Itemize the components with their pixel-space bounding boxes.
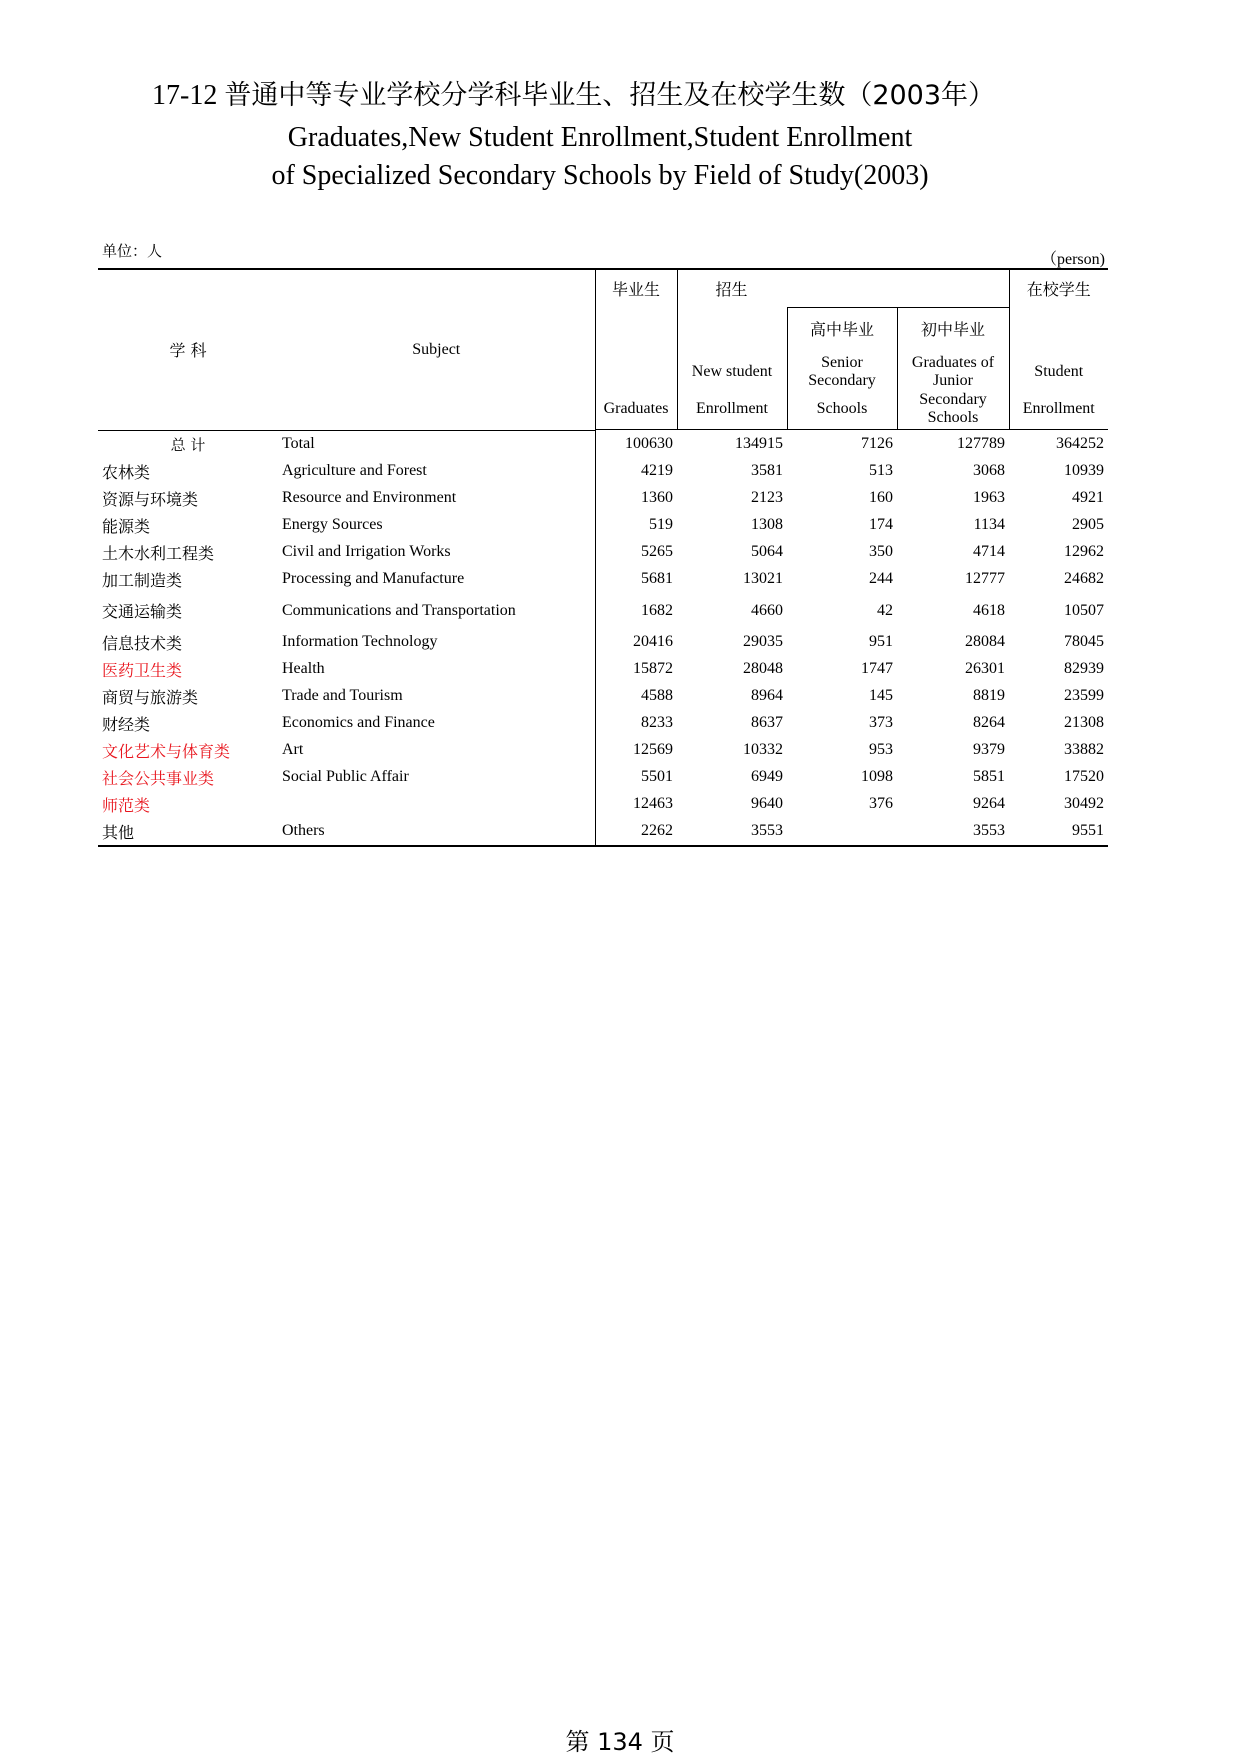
table-row: [98, 629, 1108, 656]
table-row: [98, 737, 1108, 764]
header-graduates-en: Graduates: [595, 390, 677, 430]
row-student-enrollment: 30492: [1064, 795, 1104, 812]
row-new-enrollment: 8964: [751, 687, 783, 704]
title-year: （2003年）: [845, 80, 996, 111]
row-junior: 4714: [973, 543, 1005, 560]
row-subject-cn: 农林类: [102, 462, 151, 482]
row-subject-cn: 信息技术类: [102, 633, 183, 653]
row-student-enrollment: 78045: [1064, 633, 1104, 650]
row-new-enrollment: 5064: [751, 543, 783, 560]
row-graduates: 20416: [595, 629, 677, 656]
row-subject-cn: 商贸与旅游类: [102, 687, 199, 707]
header-junior-cn: 初中毕业: [920, 319, 985, 339]
table-number: 17-12: [152, 80, 218, 111]
row-subject-en: Energy Sources: [282, 516, 383, 533]
table-row: [98, 485, 1108, 512]
row-subject-cn: 财经类: [102, 714, 151, 734]
table-row: [98, 710, 1108, 737]
row-subject-cn: 交通运输类: [102, 602, 183, 621]
table-row: [98, 539, 1108, 566]
total-student-enrollment: 364252: [1056, 434, 1104, 452]
row-student-enrollment: 9551: [1009, 818, 1108, 846]
row-senior: 160: [869, 489, 893, 506]
total-senior: 7126: [861, 434, 893, 452]
header-student-en2: Enrollment: [1009, 390, 1108, 430]
header-junior-en3: Secondary: [919, 391, 987, 409]
row-graduates: 12569: [595, 737, 677, 764]
row-graduates: 2262: [595, 818, 677, 846]
row-graduates: 519: [595, 512, 677, 539]
header-senior-en2: Secondary: [808, 371, 876, 389]
row-graduates: 4588: [595, 683, 677, 710]
table-row: [98, 818, 1108, 846]
row-subject-cn: 师范类: [102, 795, 151, 815]
row-junior: 8819: [973, 687, 1005, 704]
row-senior: 376: [869, 795, 893, 812]
header-junior-en2: Junior: [933, 371, 973, 389]
table-row: [98, 683, 1108, 710]
row-student-enrollment: 21308: [1064, 714, 1104, 731]
row-graduates: 4219: [595, 458, 677, 485]
table-row: [98, 791, 1108, 818]
row-subject-cn: 文化艺术与体育类: [102, 741, 231, 761]
header-graduates-cn: 毕业生: [595, 269, 677, 307]
table-row: [98, 593, 1108, 629]
row-junior: 1134: [973, 516, 1005, 533]
row-junior: 12777: [965, 570, 1005, 587]
title-english-line1: Graduates,New Student Enrollment,Student Enrollment: [287, 122, 913, 153]
row-new-enrollment: 28048: [743, 660, 783, 677]
row-student-enrollment: 17520: [1064, 768, 1104, 785]
row-graduates: 5501: [595, 764, 677, 791]
row-subject-cn: 社会公共事业类: [102, 768, 215, 788]
row-new-enrollment: 29035: [743, 633, 783, 650]
table-row-total: [98, 430, 1108, 458]
row-junior: 8264: [973, 714, 1005, 731]
row-subject-en: Agriculture and Forest: [282, 462, 427, 479]
unit-label-en: （person): [1041, 251, 1105, 268]
row-student-enrollment: 23599: [1064, 687, 1104, 704]
row-subject-en: Processing and Manufacture: [282, 570, 465, 587]
row-subject-cn: 土木水利工程类: [102, 543, 215, 563]
data-table: [98, 268, 1108, 847]
row-senior: 42: [877, 601, 893, 619]
row-senior: [787, 818, 897, 846]
row-senior: 953: [869, 741, 893, 758]
header-student-cn: 在校学生: [1009, 269, 1108, 307]
row-new-enrollment: 8637: [751, 714, 783, 731]
row-junior: 26301: [965, 660, 1005, 677]
row-subject-en: Economics and Finance: [282, 714, 435, 731]
unit-label-cn: 单位：人: [102, 242, 163, 260]
row-new-enrollment: 4660: [751, 601, 783, 619]
row-subject-cn: 医药卫生类: [102, 660, 183, 680]
row-student-enrollment: 4921: [1072, 489, 1104, 506]
total-junior: 127789: [957, 434, 1005, 452]
row-junior: 5851: [973, 768, 1005, 785]
title-chinese: 普通中等专业学校分学科毕业生、招生及在校学生数: [224, 80, 846, 111]
row-new-enrollment: 3553: [677, 818, 787, 846]
table-row: [98, 458, 1108, 485]
row-junior: 28084: [965, 633, 1005, 650]
table-row: [98, 656, 1108, 683]
row-graduates: 5681: [595, 566, 677, 593]
row-graduates: 8233: [595, 710, 677, 737]
row-graduates: 1682: [595, 593, 677, 629]
row-subject-en: Civil and Irrigation Works: [282, 543, 451, 560]
header-new-student-en2: Enrollment: [677, 390, 787, 430]
row-subject-en: Trade and Tourism: [282, 687, 403, 704]
row-subject-en: Health: [282, 660, 325, 677]
row-graduates: 15872: [595, 656, 677, 683]
total-graduates: 100630: [595, 430, 677, 458]
row-new-enrollment: 3581: [751, 462, 783, 479]
row-graduates: 5265: [595, 539, 677, 566]
header-senior-cell: [787, 307, 897, 390]
header-junior-en-lower: [897, 390, 1009, 430]
row-subject-en: Resource and Environment: [282, 489, 457, 506]
row-senior: 513: [869, 462, 893, 479]
total-label-cn: 总 计: [170, 435, 206, 454]
row-subject-en: Others: [278, 818, 595, 846]
row-graduates: 1360: [595, 485, 677, 512]
row-student-enrollment: 10507: [1064, 601, 1104, 619]
row-student-enrollment: 12962: [1064, 543, 1104, 560]
row-subject-cn: 其他: [98, 818, 278, 846]
page-number: 第 134 页: [565, 1728, 675, 1756]
row-senior: 373: [869, 714, 893, 731]
row-student-enrollment: 33882: [1064, 741, 1104, 758]
table-row: [98, 566, 1108, 593]
row-subject-cn: 能源类: [102, 516, 151, 536]
row-senior: 951: [869, 633, 893, 650]
header-subject-cn: 学 科: [169, 341, 207, 361]
row-junior: 3068: [973, 462, 1005, 479]
title-english-line2: of Specialized Secondary Schools by Field of Study(2003): [271, 160, 929, 191]
row-senior: 244: [869, 570, 893, 587]
row-new-enrollment: 10332: [743, 741, 783, 758]
header-subject-cn-cell: [98, 269, 278, 430]
row-subject-en: Art: [282, 741, 304, 758]
row-senior: 174: [869, 516, 893, 533]
header-new-student-en1: New student: [677, 307, 787, 390]
row-graduates: 12463: [595, 791, 677, 818]
header-junior-cell: [897, 307, 1009, 390]
row-subject-en: Information Technology: [282, 633, 438, 650]
header-graduates-spacer: [595, 307, 677, 390]
row-subject-en: Communications and Transportation: [282, 601, 516, 619]
header-senior-en1: Senior: [821, 353, 863, 371]
row-senior: 1747: [861, 660, 893, 677]
row-subject-en: Social Public Affair: [282, 768, 409, 785]
row-student-enrollment: 10939: [1064, 462, 1104, 479]
row-student-enrollment: 82939: [1064, 660, 1104, 677]
row-new-enrollment: 6949: [751, 768, 783, 785]
row-student-enrollment: 24682: [1064, 570, 1104, 587]
row-junior: 9379: [973, 741, 1005, 758]
row-senior: 1098: [861, 768, 893, 785]
row-student-enrollment: 2905: [1072, 516, 1104, 533]
row-subject-en: [278, 791, 595, 818]
header-student-en1: Student: [1009, 307, 1108, 390]
header-senior-cn: 高中毕业: [809, 319, 874, 339]
row-junior: 9264: [973, 795, 1005, 812]
header-senior-en3: Schools: [787, 390, 897, 430]
row-new-enrollment: 2123: [751, 489, 783, 506]
header-junior-en1: Graduates of: [911, 353, 995, 371]
table-row: [98, 512, 1108, 539]
table-row: [98, 764, 1108, 791]
header-junior-en4: Schools: [927, 409, 979, 427]
row-junior: 1963: [973, 489, 1005, 506]
row-senior: 145: [869, 687, 893, 704]
row-new-enrollment: 13021: [743, 570, 783, 587]
total-new-enrollment: 134915: [735, 434, 783, 452]
page-title-cn: [152, 74, 995, 118]
row-subject-cn: 加工制造类: [102, 570, 183, 590]
row-subject-cn: 资源与环境类: [102, 489, 199, 509]
row-senior: 350: [869, 543, 893, 560]
header-subject-en: Subject: [278, 269, 595, 430]
row-junior: 3553: [897, 818, 1009, 846]
row-junior: 4618: [973, 601, 1005, 619]
row-new-enrollment: 1308: [751, 516, 783, 533]
header-enroll-cn: 招生: [677, 269, 1009, 307]
total-label-en: Total: [282, 435, 315, 452]
row-new-enrollment: 9640: [751, 795, 783, 812]
